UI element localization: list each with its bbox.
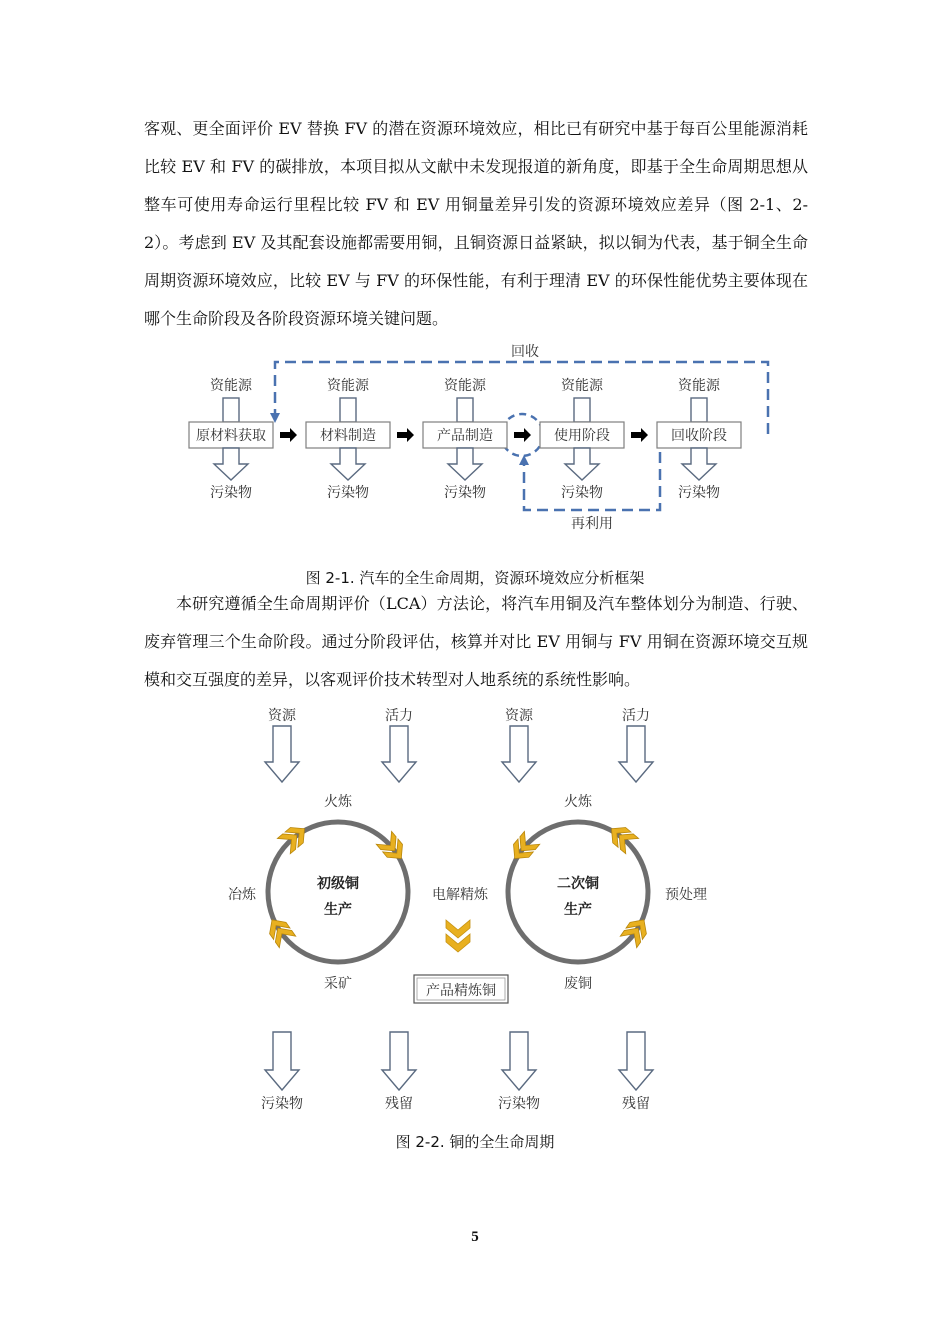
output-label: 污染物 xyxy=(210,485,252,501)
reuse-label: 再利用 xyxy=(571,516,613,532)
flow-arrow-icon xyxy=(397,428,414,442)
input-label: 资能源 xyxy=(561,378,603,394)
secondary-center-line2: 生产 xyxy=(564,902,592,918)
figure-2-1-caption: 图 2-1. 汽车的全生命周期，资源环境效应分析框架 xyxy=(305,569,645,587)
input-flow-icon xyxy=(691,398,707,422)
output-label: 污染物 xyxy=(261,1096,303,1112)
primary-bottom-label: 采矿 xyxy=(324,976,352,992)
output-arrow-icon xyxy=(265,1032,299,1090)
output-label: 污染物 xyxy=(498,1096,540,1112)
input-arrow-icon xyxy=(619,726,653,782)
input-label: 资源 xyxy=(268,708,296,724)
input-label: 资能源 xyxy=(327,378,369,394)
input-label: 活力 xyxy=(622,708,650,724)
flow-arrow-icon xyxy=(280,428,297,442)
lifecycle-framework-diagram xyxy=(180,340,780,540)
input-label: 资能源 xyxy=(210,378,252,394)
output-arrow-icon xyxy=(382,1032,416,1090)
output-label: 污染物 xyxy=(444,485,486,501)
electrolytic-refining-label: 电解精炼 xyxy=(432,887,488,903)
refined-copper-product-label: 产品精炼铜 xyxy=(426,983,496,999)
output-arrow-icon xyxy=(502,1032,536,1090)
output-label: 残留 xyxy=(385,1096,413,1112)
stage-label: 使用阶段 xyxy=(554,428,610,444)
secondary-bottom-label: 废铜 xyxy=(564,976,592,992)
secondary-cycle-ring xyxy=(508,822,648,962)
input-label: 资源 xyxy=(505,708,533,724)
input-arrow-icon xyxy=(382,726,416,782)
secondary-center-line1: 二次铜 xyxy=(557,876,599,892)
output-label: 污染物 xyxy=(327,485,369,501)
primary-left-label: 冶炼 xyxy=(228,887,256,903)
output-arrow-icon xyxy=(448,448,482,480)
stage-label: 产品制造 xyxy=(437,428,493,444)
input-arrow-icon xyxy=(265,726,299,782)
recycle-label: 回收 xyxy=(511,344,539,360)
primary-cycle-ring xyxy=(268,822,408,962)
input-label: 资能源 xyxy=(444,378,486,394)
input-flow-icon xyxy=(340,398,356,422)
output-arrow-icon xyxy=(214,448,248,480)
primary-center-line1: 初级铜 xyxy=(317,876,359,892)
primary-center-line2: 生产 xyxy=(324,902,352,918)
stage-label: 原材料获取 xyxy=(196,428,266,444)
output-arrow-icon xyxy=(331,448,365,480)
input-arrow-icon xyxy=(502,726,536,782)
reuse-loop-line xyxy=(524,452,660,510)
secondary-top-label: 火炼 xyxy=(564,794,592,810)
input-flow-icon xyxy=(223,398,239,422)
output-arrow-icon xyxy=(619,1032,653,1090)
output-label: 污染物 xyxy=(678,485,720,501)
body-paragraph-1: 客观、更全面评价 EV 替换 FV 的潜在资源环境效应，相比已有研究中基于每百公里能源消耗比较 EV 和 FV 的碳排放，本项目拟从文献中未发现报道的新角度，即基于全生命周期思想从整车可使用寿命运行里程比较 FV 和 EV 用铜量差异引发的资源环境效应差异（图 2-1、2-2）。考虑到 EV 及其配套设施都需要用铜，且铜资源日益紧缺，拟以铜为代表，基于铜全生命周期资源环境效应，比较 EV 与 FV 的环保性能，有利于理清 EV 的环保性能优势主要体现在哪个生命阶段及各阶段资源环境关键问题。 xyxy=(144,119,808,328)
input-label: 活力 xyxy=(385,708,413,724)
input-label: 资能源 xyxy=(678,378,720,394)
output-label: 残留 xyxy=(622,1096,650,1112)
output-label: 污染物 xyxy=(561,485,603,501)
figure-2-2-caption: 图 2-2. 铜的全生命周期 xyxy=(395,1133,555,1151)
refining-down-chevron-icon xyxy=(446,920,470,952)
input-flow-icon xyxy=(574,398,590,422)
stage-label: 回收阶段 xyxy=(671,428,727,444)
body-paragraph-2: 本研究遵循全生命周期评价（LCA）方法论，将汽车用铜及汽车整体划分为制造、行驶、废弃管理三个生命阶段。通过分阶段评估，核算并对比 EV 用铜与 FV 用铜在资源环境交互规模和交互强度的差异，以客观评价技术转型对人地系统的系统性影响。 xyxy=(144,594,808,689)
page-number: 5 xyxy=(471,1229,479,1245)
output-arrow-icon xyxy=(682,448,716,480)
input-flow-icon xyxy=(457,398,473,422)
output-arrow-icon xyxy=(565,448,599,480)
secondary-right-label: 预处理 xyxy=(665,887,707,903)
flow-arrow-icon xyxy=(631,428,648,442)
primary-top-label: 火炼 xyxy=(324,794,352,810)
flow-arrow-icon xyxy=(514,428,531,442)
stage-label: 材料制造 xyxy=(320,428,376,444)
copper-lifecycle-diagram xyxy=(220,702,740,1122)
